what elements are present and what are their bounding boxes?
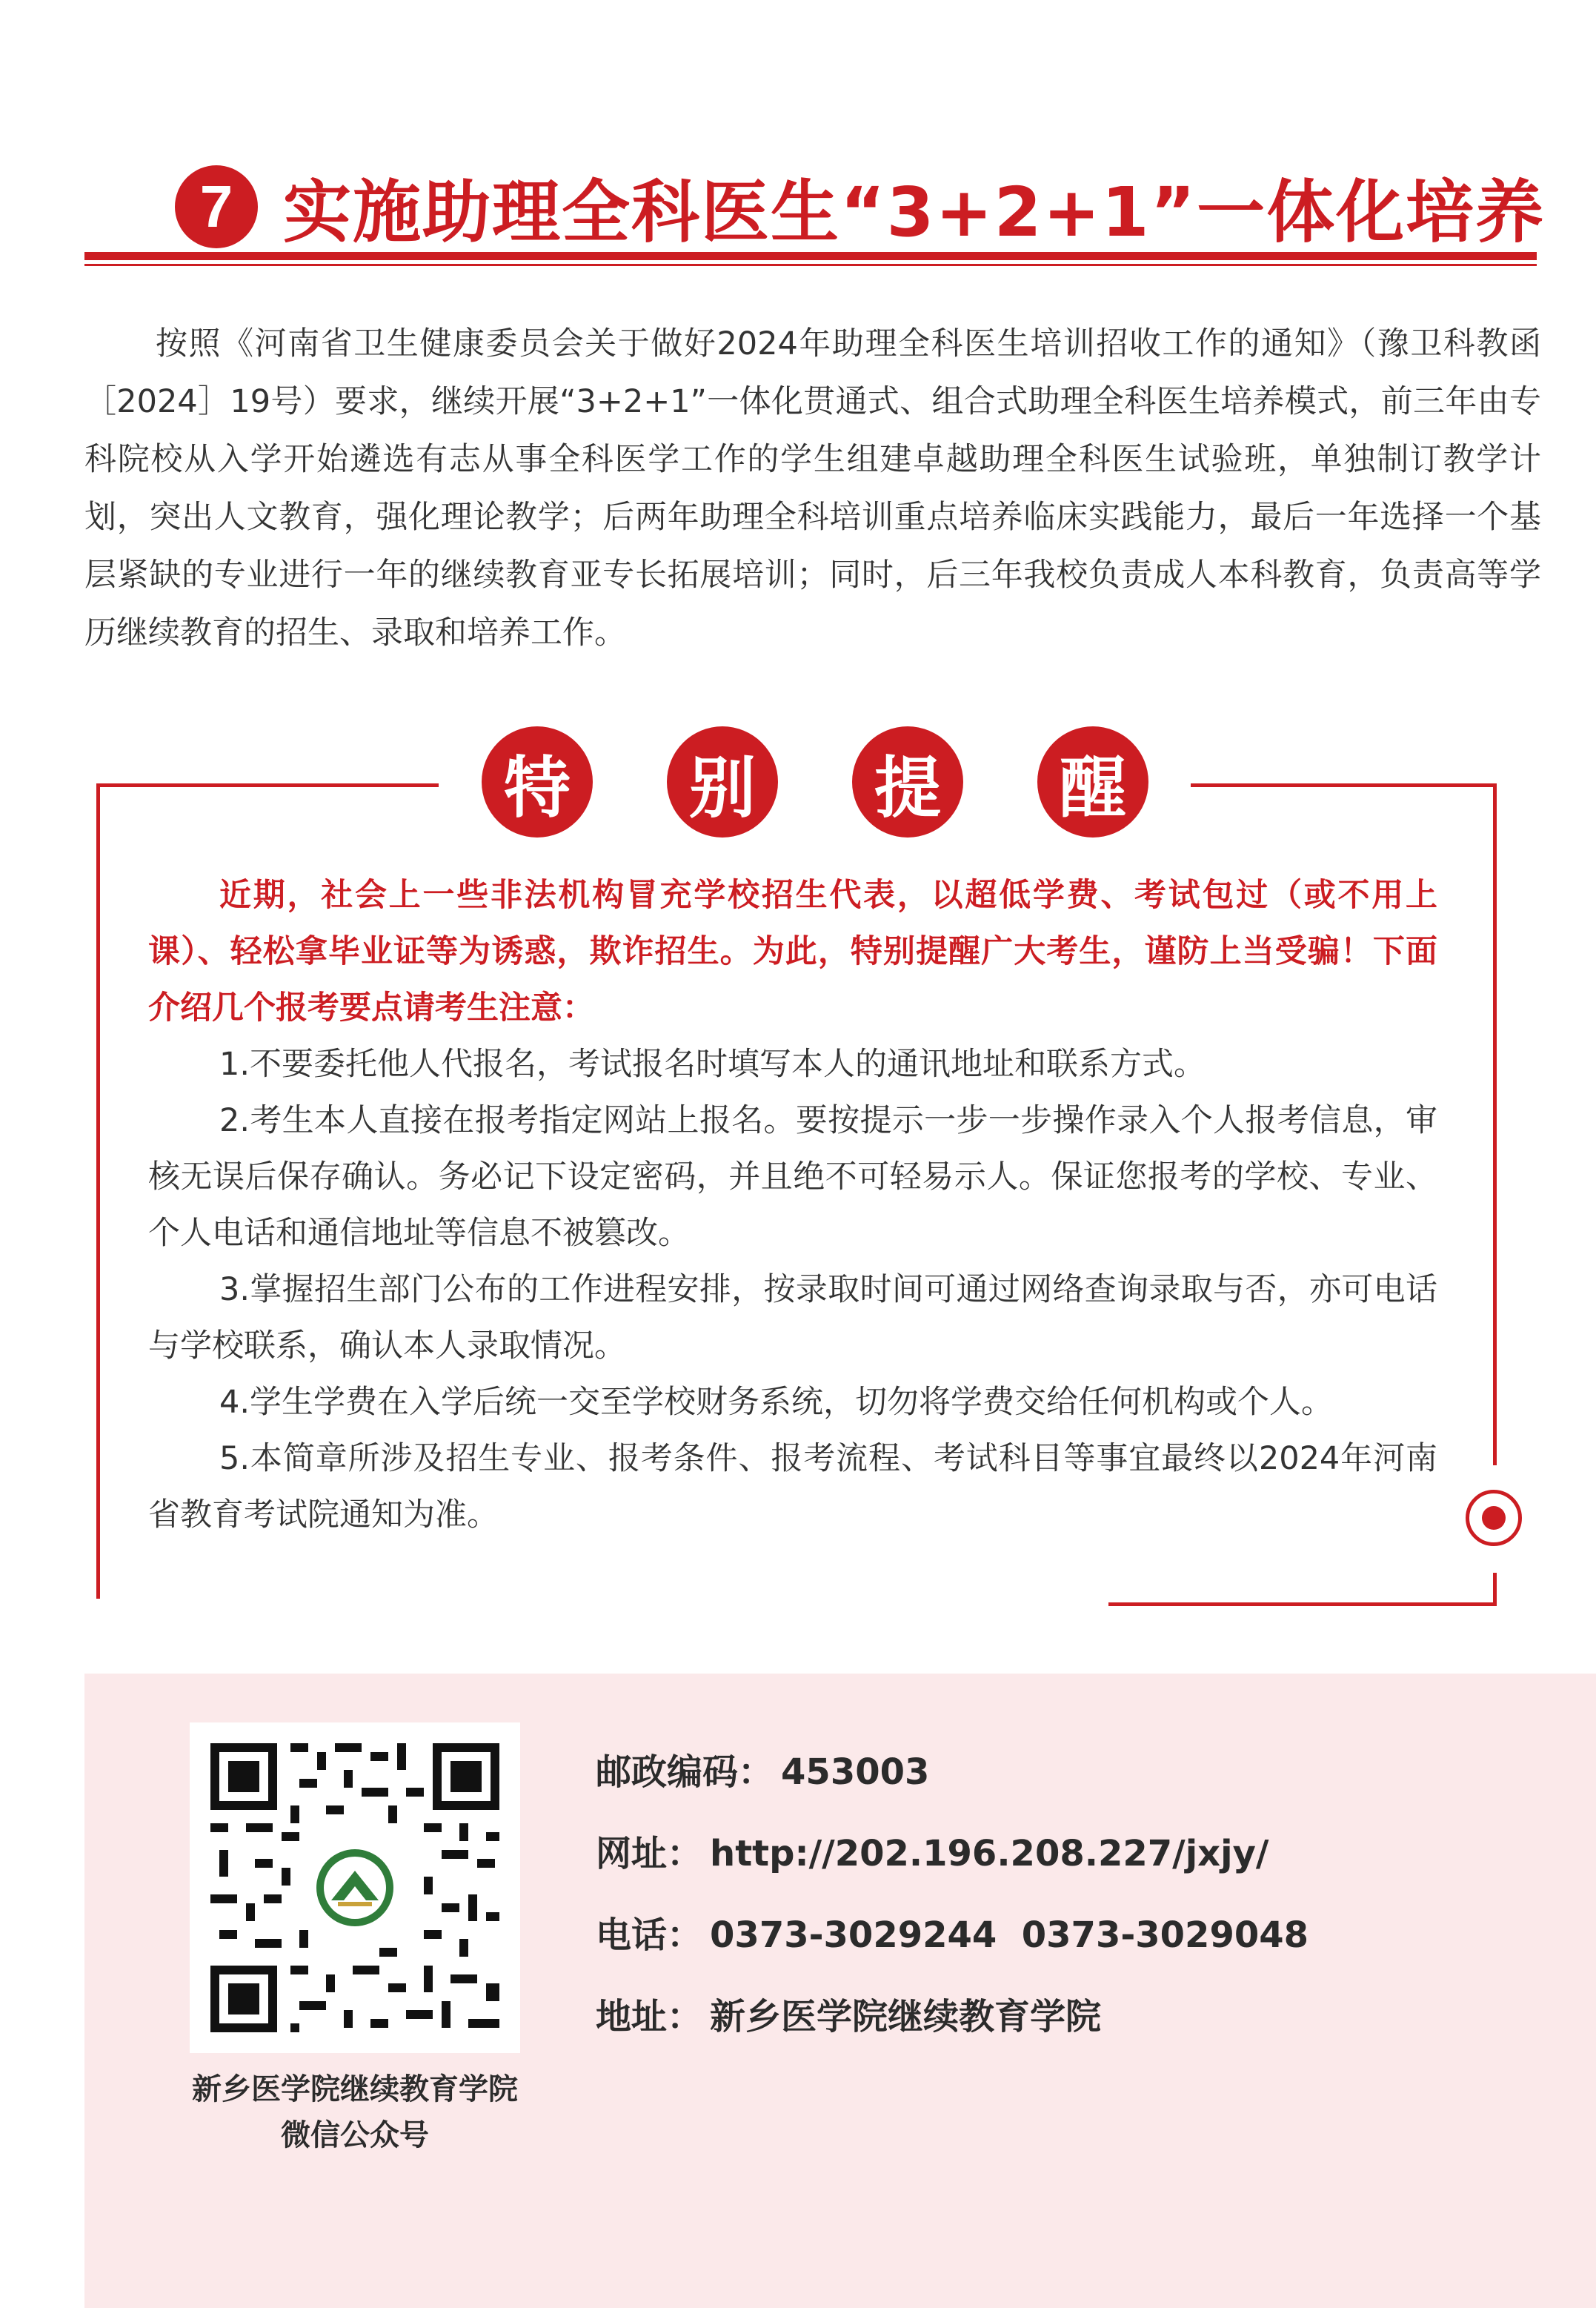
- frame-line: [96, 783, 439, 787]
- reminder-item: 2.考生本人直接在报考指定网站上报名。要按提示一步一步操作录入个人报考信息，审核无误后保存确认。务必记下设定密码，并且绝不可轻易示人。保证您报考的学校、专业、个人电话和通信地址等信息不被篡改。: [148, 1102, 1437, 1252]
- address-label: 地址：: [596, 1996, 703, 2037]
- qr-code-icon: [190, 1722, 520, 2053]
- website-label: 网址：: [596, 1833, 703, 1874]
- section-title: 实施助理全科医生“3+2+1”一体化培养: [283, 173, 1546, 252]
- reminder-title-char: 别: [667, 726, 778, 838]
- contact-info: [596, 1731, 1309, 2057]
- reminder-title-char: 特: [482, 726, 593, 838]
- postcode-value: 453003: [781, 1751, 930, 1793]
- heading-rule-thin: [84, 264, 1537, 266]
- section-number-badge: 7: [175, 165, 258, 248]
- reminder-title-char: 醒: [1037, 726, 1148, 838]
- frame-line: [1108, 1602, 1497, 1606]
- heading-rule-thick: [84, 252, 1537, 260]
- phone-label: 电话：: [596, 1914, 703, 1956]
- reminder-item: 5.本简章所涉及招生专业、报考条件、报考流程、考试科目等事宜最终以2024年河南省教育考试院通知为准。: [148, 1440, 1437, 1533]
- reminder-item: 4.学生学费在入学后统一交至学校财务系统，切勿将学费交给任何机构或个人。: [219, 1384, 1334, 1421]
- wechat-qr-code[interactable]: [190, 1722, 520, 2053]
- section-paragraph: 按照《河南省卫生健康委员会关于做好2024年助理全科医生培训招收工作的通知》（豫卫科教函［2024］19号）要求，继续开展“3+2+1”一体化贯通式、组合式助理全科医生培养模式，前三年由专科院校从入学开始遴选有志从事全科医学工作的学生组建卓越助理全科医生试验班，单独制订教学计划，突出人文教育，强化理论教学；后两年助理全科培训重点培养临床实践能力，最后一年选择一个基层紧缺的专业进行一年的继续教育亚专长拓展培训；同时，后三年我校负责成人本科教育，负责高等学历继续教育的招生、录取和培养工作。: [84, 325, 1541, 651]
- reminder-item: 1.不要委托他人代报名，考试报名时填写本人的通讯地址和联系方式。: [219, 1046, 1206, 1083]
- website-line: [596, 1813, 1309, 1894]
- qr-caption-line: 新乡医学院继续教育学院: [192, 2072, 518, 2106]
- reminder-body: [148, 867, 1437, 1543]
- target-ornament-icon: [1466, 1490, 1522, 1546]
- frame-line: [1191, 783, 1494, 787]
- reminder-title: [482, 726, 1148, 845]
- section-heading: [175, 159, 1545, 255]
- address-value: 新乡医学院继续教育学院: [710, 1996, 1102, 2037]
- postcode-line: [596, 1731, 1309, 1813]
- frame-line: [1493, 1573, 1497, 1606]
- contact-footer: [84, 1674, 1596, 2308]
- reminder-warning: 近期，社会上一些非法机构冒充学校招生代表，以超低学费、考试包过（或不用上课）、轻松拿毕业证等为诱惑，欺诈招生。为此，特别提醒广大考生，谨防上当受骗！下面介绍几个报考要点请考生注意：: [148, 877, 1437, 1027]
- website-link[interactable]: http://202.196.208.227/jxjy/: [710, 1833, 1269, 1874]
- reminder-title-char: 提: [852, 726, 963, 838]
- section-body: [84, 315, 1541, 662]
- postcode-label: 邮政编码：: [596, 1751, 774, 1793]
- frame-line: [96, 783, 100, 1599]
- reminder-item: 3.掌握招生部门公布的工作进程安排，按录取时间可通过网络查询录取与否，亦可电话与学校联系，确认本人录取情况。: [148, 1271, 1437, 1364]
- qr-caption: [136, 2066, 573, 2158]
- address-line: [596, 1976, 1309, 2057]
- phone-value: 0373-3029244 0373-3029048: [710, 1914, 1309, 1956]
- qr-caption-line: 微信公众号: [281, 2118, 429, 2152]
- frame-line: [1493, 783, 1497, 1465]
- phone-line: [596, 1894, 1309, 1976]
